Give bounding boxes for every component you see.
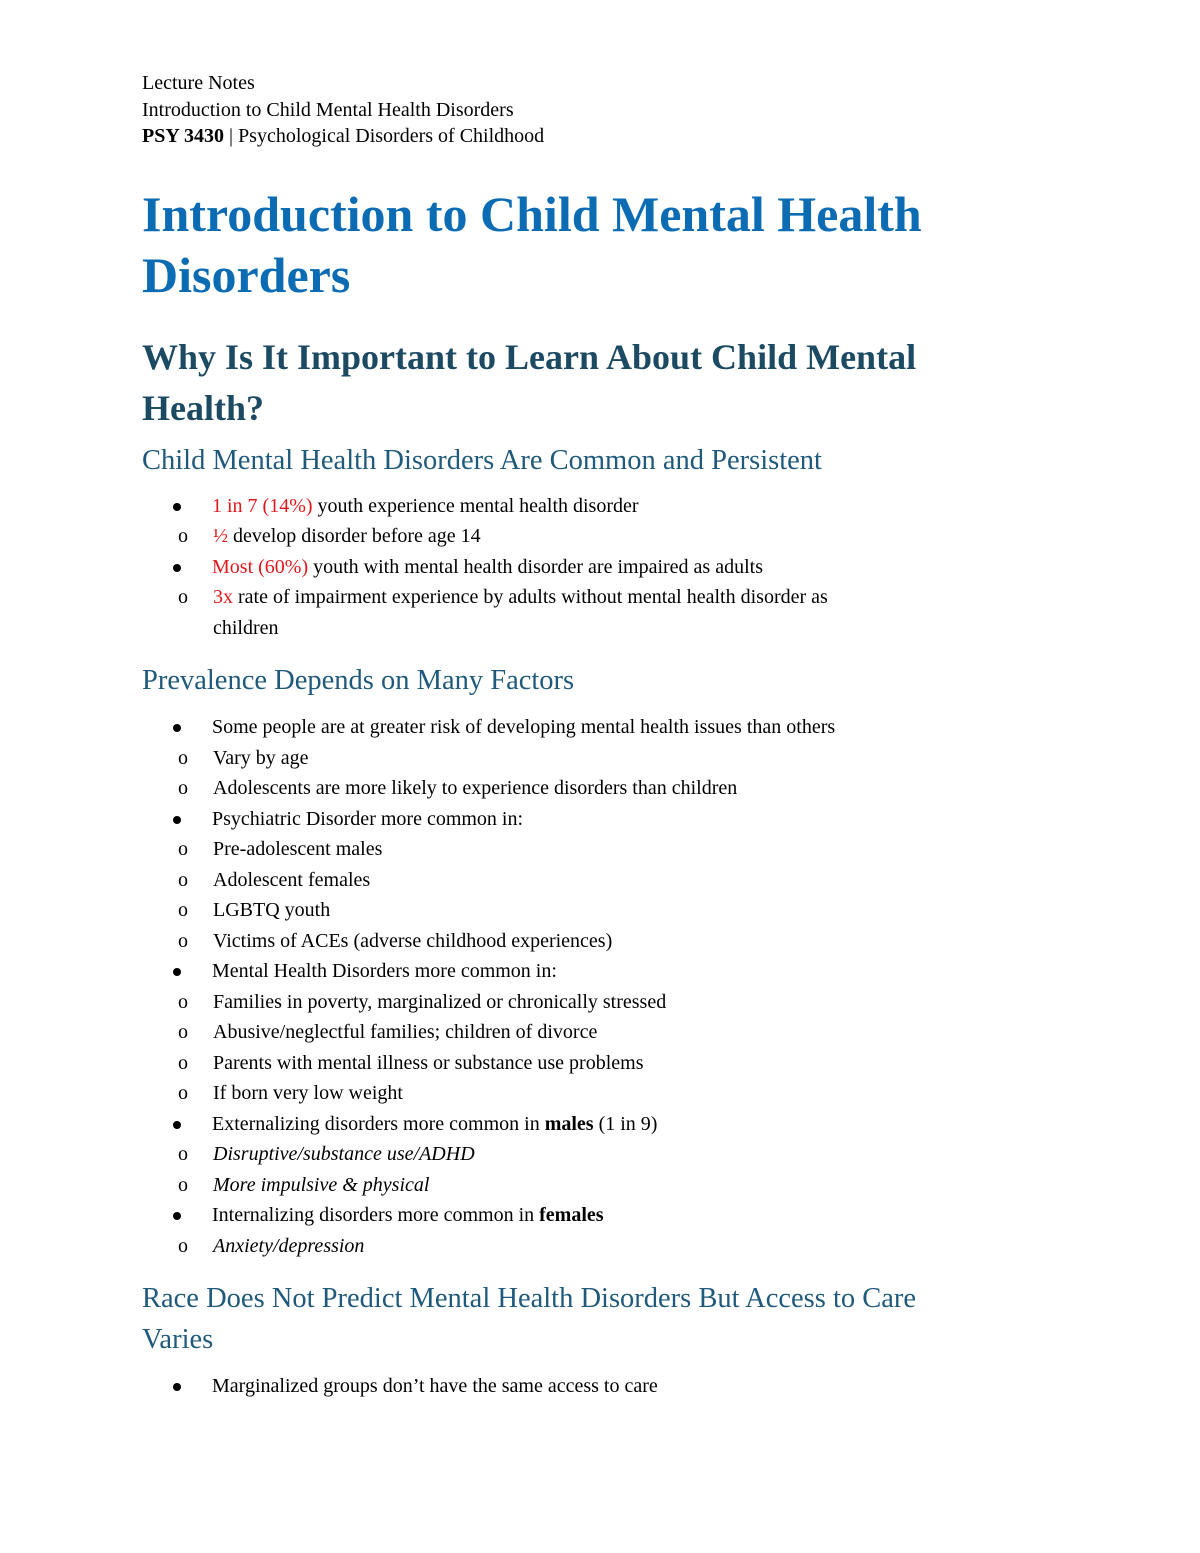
sub-list-item: o If born very low weight [72, 1078, 1042, 1109]
bullet-icon [173, 503, 181, 511]
bullet-icon [173, 1212, 181, 1220]
circle-bullet-icon: o [178, 525, 188, 547]
highlight-stat: 3x [213, 586, 233, 608]
common-bullet-list [142, 491, 1042, 644]
document-page [142, 70, 1042, 1402]
list-item: 1 in 7 (14%) youth experience mental health disorder [142, 491, 1042, 522]
sub-list-item: o Abusive/neglectful families; children of divorce [72, 1017, 1042, 1048]
circle-bullet-icon: o [178, 929, 188, 952]
highlight-stat: ½ [213, 525, 228, 547]
header-topic: Introduction to Child Mental Health Disorders [142, 98, 514, 121]
subsection-heading-common: Child Mental Health Disorders Are Common and Persistent [142, 444, 822, 476]
race-bullet-list [142, 1371, 1042, 1402]
highlight-stat: Most (60%) [212, 555, 309, 578]
bold-term: females [539, 1204, 604, 1226]
list-item: Psychiatric Disorder more common in: [142, 804, 1042, 835]
circle-bullet-icon: o [178, 1021, 188, 1043]
list-item: Some people are at greater risk of developing mental health issues than others [142, 712, 1042, 743]
circle-bullet-icon: o [178, 1082, 188, 1104]
list-item: Mental Health Disorders more common in: [142, 956, 1042, 987]
sub-list-item: o Pre-adolescent males [72, 834, 1042, 865]
circle-bullet-icon: o [178, 868, 188, 891]
circle-bullet-icon: o [178, 746, 188, 769]
sub-list-item: o ½ develop disorder before age 14 [72, 521, 1042, 552]
subsection-heading-race: Race Does Not Predict Mental Health Disorders But Access to Care Varies [142, 1283, 917, 1355]
subsection-heading-prevalence: Prevalence Depends on Many Factors [142, 665, 575, 696]
circle-bullet-icon: o [178, 777, 188, 799]
circle-bullet-icon: o [178, 1234, 188, 1257]
sub-list-item: o Disruptive/substance use/ADHD [72, 1139, 1042, 1170]
section-heading-line-2: Health? [142, 387, 264, 428]
list-item: Marginalized groups don’t have the same access to care [142, 1371, 1042, 1402]
list-item: Externalizing disorders more common in males (1 in 9) [142, 1109, 1042, 1140]
list-item: Most (60%) youth with mental health disorder are impaired as adults [142, 552, 1042, 583]
sub-list-item: o Families in poverty, marginalized or chronically stressed [72, 987, 1042, 1018]
circle-bullet-icon: o [178, 838, 188, 860]
document-header [142, 70, 1042, 150]
course-separator: | [224, 125, 239, 147]
circle-bullet-icon: o [178, 899, 188, 921]
circle-bullet-icon: o [178, 1173, 188, 1196]
header-course [142, 123, 1042, 150]
bullet-icon [173, 1121, 181, 1129]
circle-bullet-icon: o [178, 1143, 188, 1165]
page-title-line-1: Introduction to Child Mental Health [142, 185, 922, 242]
prevalence-bullet-list [142, 712, 1042, 1261]
page-title [142, 184, 1042, 306]
bullet-icon [173, 816, 181, 824]
sub-list-item: o Adolescents are more likely to experience disorders than children [72, 773, 1042, 804]
list-item: Internalizing disorders more common in females [142, 1200, 1042, 1231]
header-label: Lecture Notes [142, 72, 255, 94]
bullet-icon [173, 564, 181, 572]
section-heading-line-1: Why Is It Important to Learn About Child Mental [142, 336, 917, 377]
bold-term: males [544, 1112, 594, 1135]
circle-bullet-icon: o [178, 990, 188, 1013]
sub-list-item: o Anxiety/depression [72, 1231, 1042, 1262]
circle-bullet-icon: o [178, 1051, 188, 1074]
bullet-icon [173, 1383, 181, 1391]
sub-list-item: o Adolescent females [72, 865, 1042, 896]
course-name: Psychological Disorders of Childhood [238, 125, 545, 147]
bullet-icon [173, 724, 181, 732]
highlight-stat: 1 in 7 (14%) [212, 494, 313, 517]
section-heading [142, 332, 1042, 434]
sub-list-item: o Victims of ACEs (adverse childhood experiences) [72, 926, 1042, 957]
sub-list-item: o Parents with mental illness or substance use problems [72, 1048, 1042, 1079]
circle-bullet-icon: o [178, 586, 188, 608]
sub-list-item: o LGBTQ youth [72, 895, 1042, 926]
page-title-line-2: Disorders [142, 246, 351, 303]
sub-list-item: o More impulsive & physical [72, 1170, 1042, 1201]
sub-list-item: o Vary by age [72, 743, 1042, 774]
sub-list-item: o 3x rate of impairment experience by adults without mental health disorder as children [72, 582, 1042, 643]
course-code: PSY 3430 [142, 125, 225, 147]
bullet-icon [173, 968, 181, 976]
